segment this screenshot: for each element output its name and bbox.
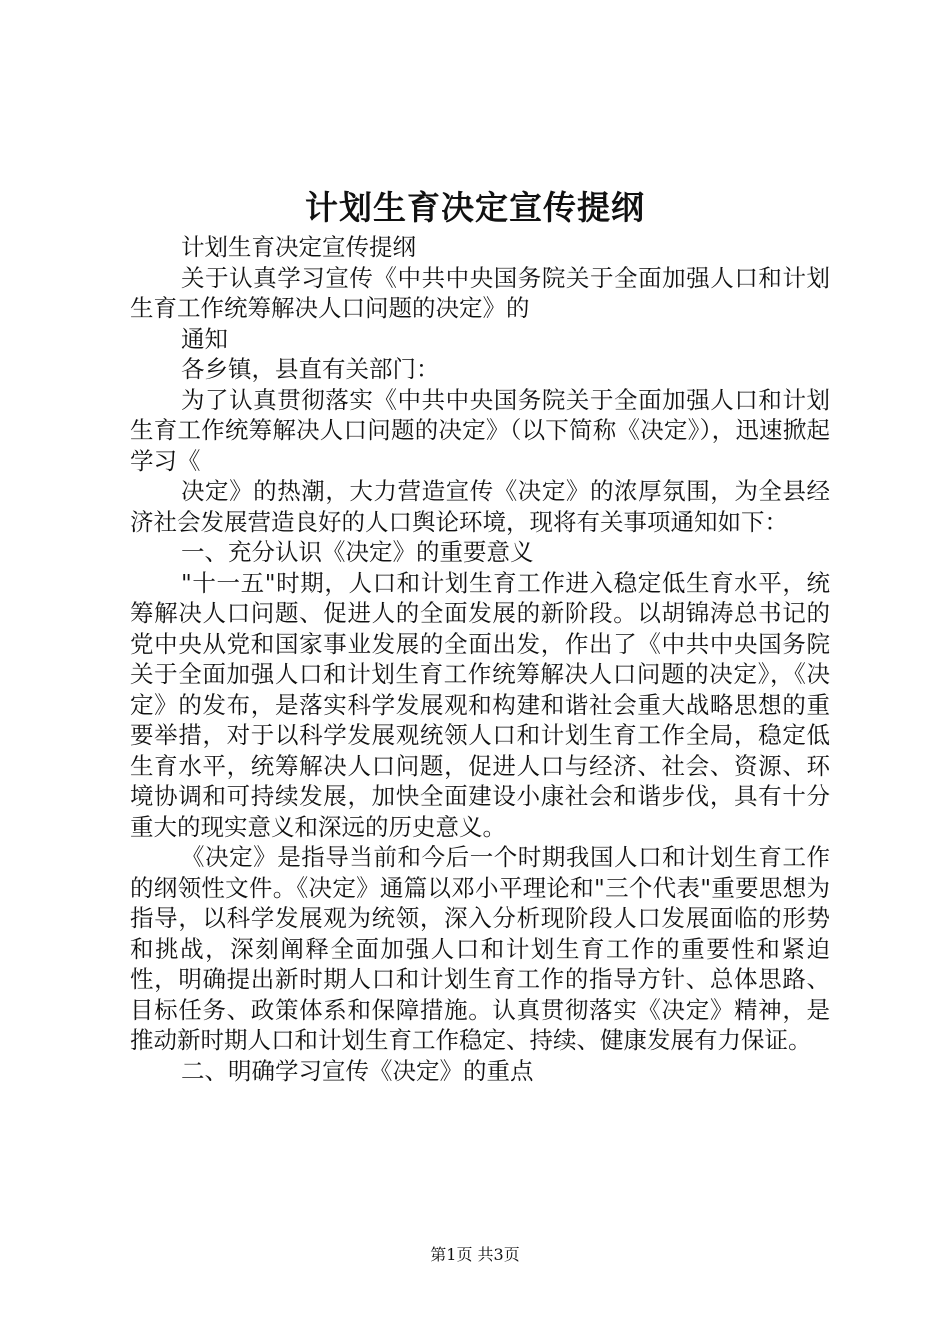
paragraph: 为了认真贯彻落实《中共中央国务院关于全面加强人口和计划生育工作统筹解决人口问题的决定》（以下简称《决定》），迅速掀起学习《: [130, 385, 830, 475]
document-body: [130, 232, 830, 1086]
paragraph: 计划生育决定宣传提纲: [181, 233, 416, 261]
paragraph: 关于认真学习宣传《中共中央国务院关于全面加强人口和计划生育工作统筹解决人口问题的决定》的: [130, 263, 830, 322]
paragraph: 通知: [181, 324, 228, 353]
page-number-footer: 第1页 共3页: [430, 1245, 520, 1264]
section-heading: 二、明确学习宣传《决定》的重点: [181, 1056, 534, 1085]
section-heading: 一、充分认识《决定》的重要意义: [181, 538, 534, 566]
paragraph: 决定》的热潮，大力营造宣传《决定》的浓厚氛围，为全县经济社会发展营造良好的人口舆论环境，现将有关事项通知如下：: [130, 477, 830, 536]
document-title: 计划生育决定宣传提纲: [305, 188, 645, 227]
paragraph: 《决定》是指导当前和今后一个时期我国人口和计划生育工作的纲领性文件。《决定》通篇以邓小平理论和"三个代表"重要思想为指导，以科学发展观为统领，深入分析现阶段人口发展面临的形势和挑战，深刻阐释全面加强人口和计划生育工作的重要性和紧迫性，明确提出新时期人口和计划生育工作的指导方针、总体思路、目标任务、政策体系和保障措施。认真贯彻落实《决定》精神，是推动新时期人口和计划生育工作稳定、持续、健康发展有力保证。: [130, 843, 830, 1054]
paragraph: 各乡镇，县直有关部门：: [181, 355, 440, 383]
paragraph: "十一五"时期，人口和计划生育工作进入稳定低生育水平，统筹解决人口问题、促进人的全面发展的新阶段。以胡锦涛总书记的党中央从党和国家事业发展的全面出发，作出了《中共中央国务院关于全面加强人口和计划生育工作统筹解决人口问题的决定》，《决定》的发布，是落实科学发展观和构建和谐社会重大战略思想的重要举措，对于以科学发展观统领人口和计划生育工作全局，稳定低生育水平，统筹解决人口问题，促进人口与经济、社会、资源、环境协调和可持续发展，加快全面建设小康社会和谐步伐，具有十分重大的现实意义和深远的历史意义。: [130, 568, 830, 841]
